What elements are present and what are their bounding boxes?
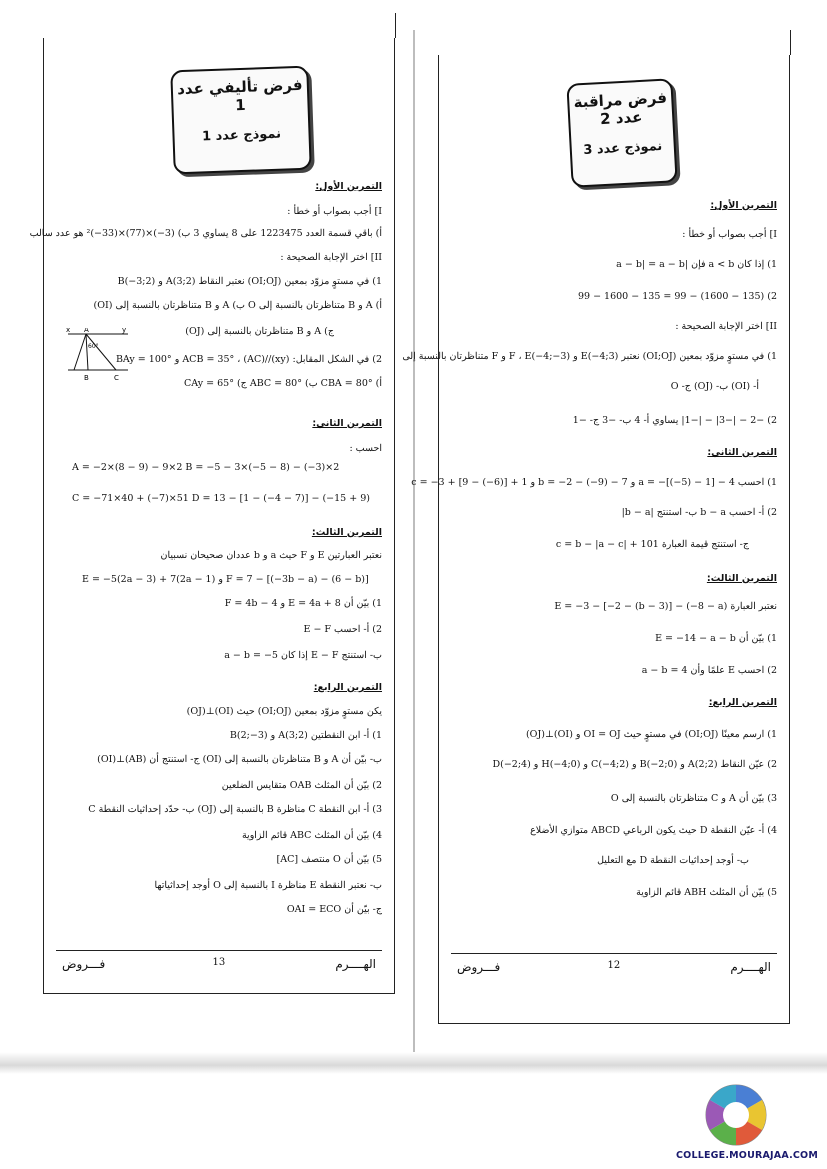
page-title: فرض تأليفي عدد 1 <box>176 75 303 115</box>
text-line: يكن مستوٍ مزوّد بمعين (OI;OJ) حيث (OI)⊥(OJ) <box>186 706 382 717</box>
text-line: 5) بيّن أن O منتصف [AC] <box>276 854 382 865</box>
text-line: 2) في الشكل المقابل: (xy)//(AC) ، ACB = 35° و BAy = 100° <box>115 354 382 365</box>
page-edge-line <box>790 30 792 55</box>
angle-label: 60° <box>88 343 99 350</box>
label-a: A <box>84 328 89 334</box>
text-line: 3) أ- ابن النقطة C مناظرة B بالنسبة إلى (OJ) ب- حدّد إحداثيات النقطة C <box>88 804 382 815</box>
site-logo-icon <box>695 1077 777 1149</box>
text-line: 1) ارسم معينًا (OI;OJ) في مستوٍ حيث OI = OJ و (OI)⊥(OJ) <box>525 729 777 740</box>
section-heading: التمرين الأول: <box>710 200 777 211</box>
label-x: x <box>66 328 71 334</box>
text-line: ب- نعتبر النقطة E مناظرة I بالنسبة إلى O أوجد إحداثياتها <box>154 880 382 891</box>
page-number: 12 <box>607 960 621 971</box>
left-page <box>29 38 395 994</box>
text-line: 1) إذا كان a < b فإن |a − b| = a − b <box>616 259 777 270</box>
text-line: 1) بيّن أن E = 4a + 8 و F = 4b − 4 <box>224 598 382 609</box>
text-line: 1) بيّن أن E = −14 − a − b <box>655 633 777 644</box>
text-line: أ- (OI) ب- (OJ) ج- O <box>670 381 759 392</box>
text-line: 2) (135 − 1600) − 99 = 135 − 1600 − 99 <box>577 291 777 302</box>
title-box <box>170 66 312 175</box>
text-line: ج- بيّن أن OAI = ECO <box>286 904 382 915</box>
right-page <box>402 55 790 1024</box>
text-line: احسب : <box>349 443 382 454</box>
section-heading: التمرين الرابع: <box>708 697 777 708</box>
text-line: I] أجب بصواب أو خطأ : <box>287 206 382 217</box>
text-line: C = −71×40 + (−7)×51 D = 13 − [1 − (−4 − 7)] − (−15 + 9) <box>72 493 370 504</box>
text-line: ج) A و B متناظرتان بالنسبة إلى (OJ) <box>185 326 334 337</box>
text-line: 3) بيّن أن A و C متناظرتان بالنسبة إلى O <box>610 793 777 804</box>
text-line: 1) في مستوٍ مزوّد بمعين (OI;OJ) نعتبر (3;4−)E و (3−;4−)F ، E و F متناظرتان بالنسبة إلى <box>402 351 777 362</box>
text-line: 2) أ- احسب E − F <box>303 624 382 635</box>
page-edge-line <box>395 13 397 38</box>
text-line: 1) احسب a = −[(−5) − 1] − 4 و b = −2 − (−9) − 7 و c = −3 + [9 − (−6)] + 1 <box>411 477 777 488</box>
page-footer <box>451 953 777 984</box>
page-footer <box>56 950 382 981</box>
footer-right-label: الهــــرم <box>730 960 771 974</box>
page-number: 13 <box>212 957 226 968</box>
section-heading: التمرين الثالث: <box>706 573 777 584</box>
triangle-figure <box>66 328 130 390</box>
site-url: COLLEGE.MOURAJAA.COM <box>676 1150 818 1161</box>
section-heading: التمرين الثاني: <box>707 447 777 458</box>
text-line: E = −5(2a − 3) + 7(2a − 1) و F = 7 − [(−3b − a) − (6 − b)] <box>82 574 369 585</box>
label-c: C <box>114 374 119 382</box>
text-line: 4) بيّن أن المثلث ABC قائم الزاوية <box>241 830 382 841</box>
label-b: B <box>84 374 89 382</box>
text-line: II] اختر الإجابة الصحيحة : <box>280 252 382 263</box>
text-line: 2) أ- احسب b − a ب- استنتج |b − a| <box>621 507 777 518</box>
footer-right-label: الهــــرم <box>335 957 376 971</box>
text-line: 4) أ- عيّن النقطة D حيث يكون الرباعي ABCD متوازي الأضلاع <box>530 825 777 836</box>
text-line: نعتبر العبارتين E و F حيث a و b عددان صحيحان نسبيان <box>160 550 382 561</box>
section-heading: التمرين الثاني: <box>312 418 382 429</box>
title-box <box>566 78 677 187</box>
section-heading: التمرين الرابع: <box>313 682 382 693</box>
text-line: 5) بيّن أن المثلث ABH قائم الزاوية <box>636 887 777 898</box>
text-line: ج- استنتج قيمة العبارة c = b − |a − c| + 101 <box>555 539 749 550</box>
page-subtitle: نموذج عدد 1 <box>201 126 282 145</box>
center-fold <box>413 30 415 1060</box>
text-line: 2) احسب E علمًا وأن a − b = 4 <box>641 665 777 676</box>
text-line: أ) CBA = 80° ب) ABC = 80° ج) CAy = 65° <box>184 378 382 389</box>
section-heading: التمرين الأول: <box>315 181 382 192</box>
text-line: أ) A و B متناظرتان بالنسبة إلى O ب) A و B متناظرتان بالنسبة إلى (OI) <box>93 300 382 311</box>
text-line: 1) أ- ابن النقطتين (2;3)A و (3−;2)B <box>229 730 382 741</box>
bottom-fold-shadow <box>0 1052 827 1074</box>
label-y: y <box>122 328 127 334</box>
page-subtitle: نموذج عدد 3 <box>582 138 663 159</box>
text-line: نعتبر العبارة E = −3 − [−2 − (b − 3)] − (−8 − a) <box>554 601 777 612</box>
text-line: ب- أوجد إحداثيات النقطة D مع التعليل <box>597 855 749 866</box>
section-heading: التمرين الثالث: <box>311 527 382 538</box>
text-line: 2) −2 − |−3| − |−1| يساوي أ- 4 ب- −3 ج- −1 <box>572 415 777 426</box>
text-line: 2) عيّن النقاط (2;2)A و (0;2−)B و (2;4−)C و (0;4−)H و (4;2−)D <box>492 759 777 770</box>
text-line: 1) في مستوٍ مزوّد بمعين (OI;OJ) نعتبر النقاط (2;3)A و (2;3−)B <box>117 276 382 287</box>
text-line: I] أجب بصواب أو خطأ : <box>682 229 777 240</box>
text-line: II] اختر الإجابة الصحيحة : <box>675 321 777 332</box>
text-line: 2) بيّن أن المثلث OAB متقايس الضلعين <box>221 780 382 791</box>
text-line: ب- بيّن أن A و B متناظرتان بالنسبة إلى (OI) ج- استنتج أن (AB)⊥(OI) <box>97 754 382 765</box>
footer-left-label: فـــروض <box>457 960 501 974</box>
text-line: A = −2×(8 − 9) − 9×2 B = −5 − 3×(−5 − 8) − (−3)×2 <box>72 462 340 473</box>
text-line: أ) باقي قسمة العدد 1223475 على 8 يساوي 3 ب) (3−)×(77)×(33−)² هو عدد سالب <box>29 228 382 239</box>
text-line: ب- استنتج E − F إذا كان a − b = −5 <box>224 650 382 661</box>
page-title: فرض مراقبة عدد 2 <box>573 88 668 129</box>
footer-left-label: فـــروض <box>62 957 106 971</box>
